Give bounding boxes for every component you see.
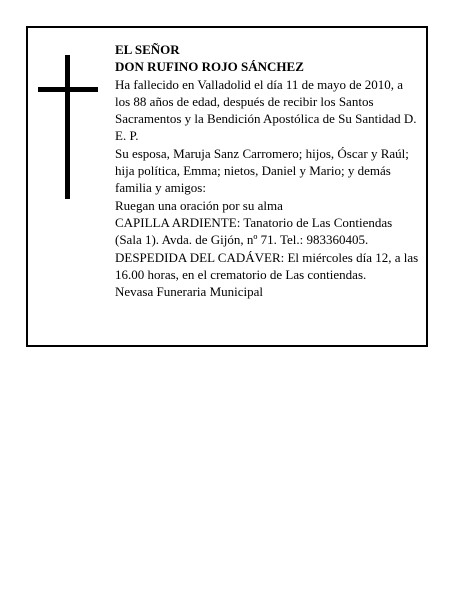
- family-list: Su esposa, Maruja Sanz Carromero; hijos, Óscar y Raúl; hija política, Emma; nietos, Daniel y Mario; y demás familia y amigos:: [115, 145, 409, 196]
- deceased-name: DON RUFINO ROJO SÁNCHEZ: [115, 59, 304, 75]
- funeral-home: Nevasa Funeraria Municipal: [115, 284, 264, 300]
- honorific: EL SEÑOR: [115, 42, 180, 57]
- death-announcement: Ha fallecido en Valladolid el día 11 de mayo de 2010, a los 88 años de edad, después de recibir los Santos Sacramentos y la Bendición Apostólica de Su Santidad D. E. P.: [115, 76, 417, 144]
- cross-icon: [38, 55, 98, 199]
- cross-vertical-bar: [65, 55, 70, 199]
- notice-text: [115, 41, 420, 300]
- prayer-request: Ruegan una oración por su alma: [115, 197, 283, 213]
- cross-horizontal-bar: [38, 87, 98, 92]
- farewell-info: DESPEDIDA DEL CADÁVER: El miércoles día 12, a las 16.00 horas, en el crematorio de Las contiendas.: [115, 249, 419, 282]
- obituary-notice: [26, 26, 428, 347]
- chapel-info: CAPILLA ARDIENTE: Tanatorio de Las Contiendas (Sala 1). Avda. de Gijón, nº 71. Tel.: 983360405.: [115, 214, 393, 248]
